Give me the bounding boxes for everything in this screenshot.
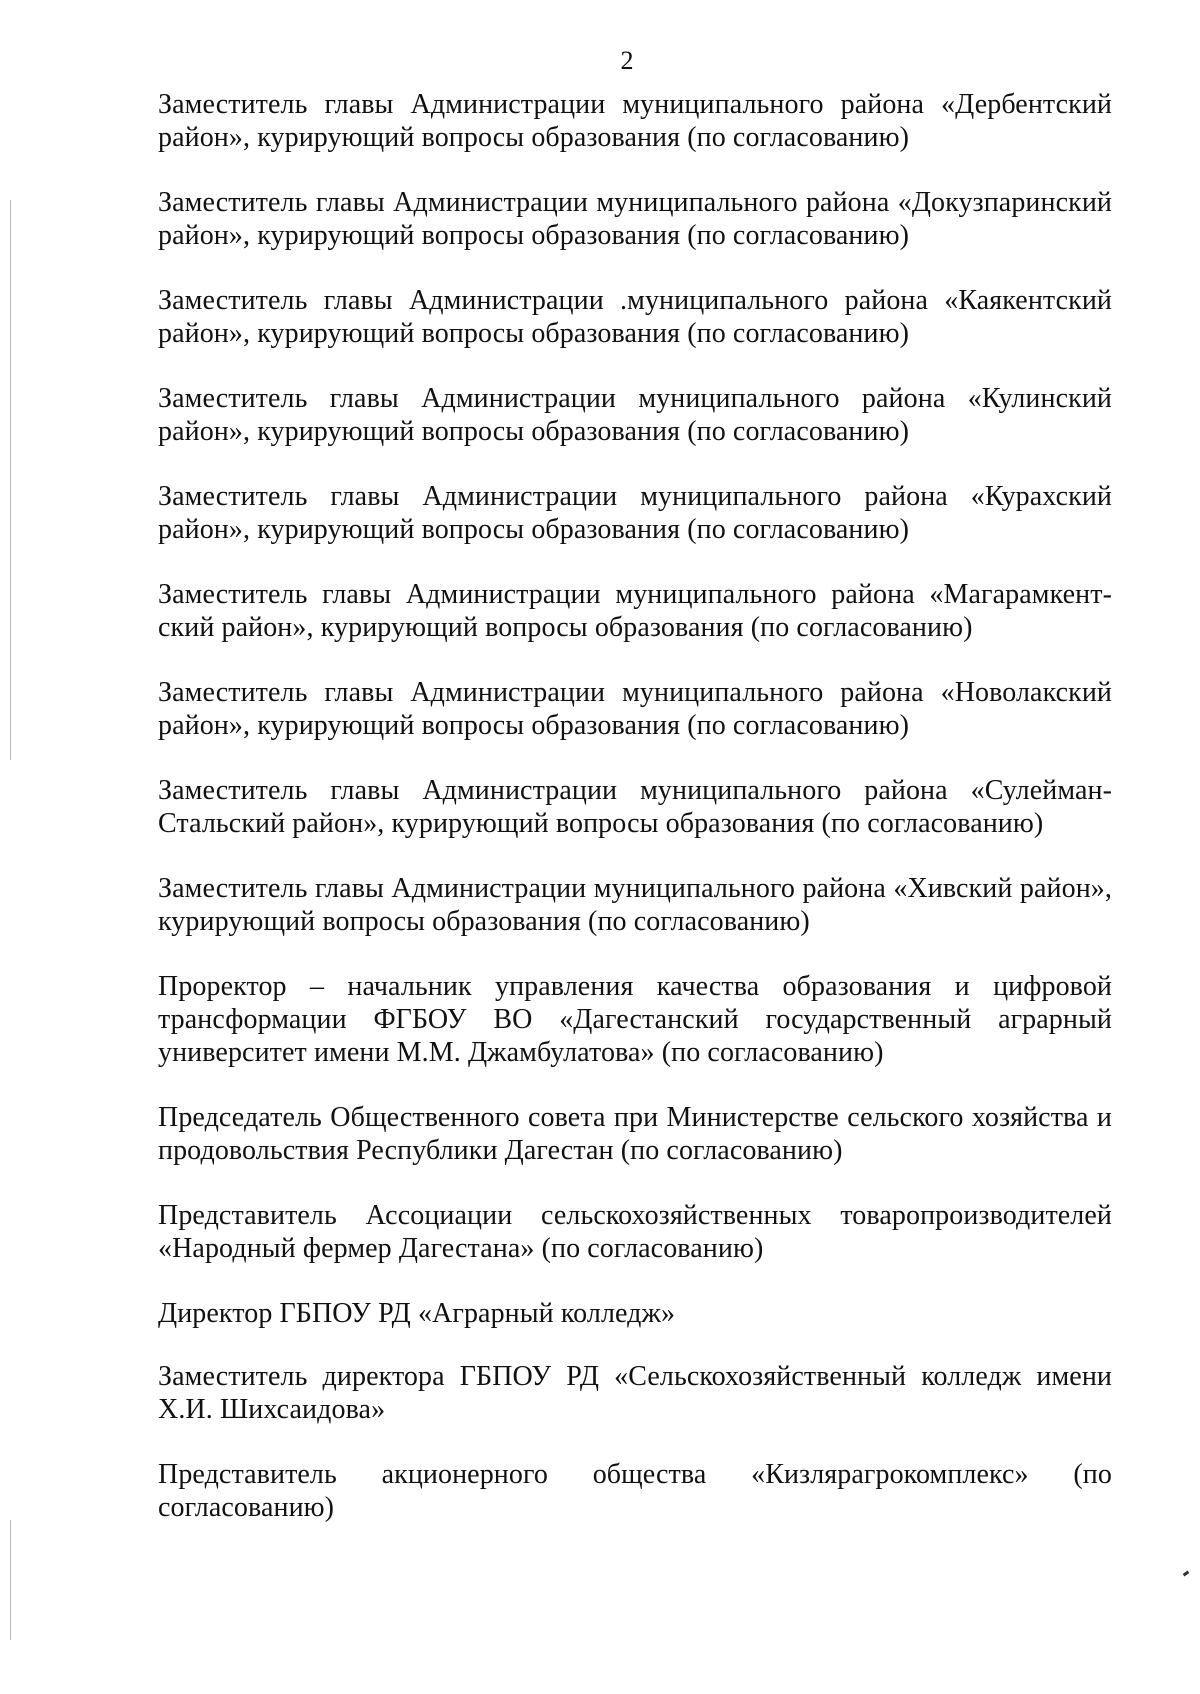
scan-artifact-mark (1183, 1571, 1190, 1577)
list-item: Заместитель главы Администрации муниципального района «Кулинский район», курирующий вопросы образования (по согласованию) (158, 383, 1112, 447)
list-item: Председатель Общественного совета при Министерстве сельского хозяйства и продовольствия Республики Дагестан (по согласованию) (158, 1102, 1112, 1166)
list-item: Заместитель главы Администрации .муниципального района «Каякентский район», курирующий вопросы образования (по согласованию) (158, 285, 1112, 349)
list-item: Заместитель главы Администрации муниципального района «Магарамкент-ский район», курирующий вопросы образования (по согласованию) (158, 579, 1112, 643)
list-item: Заместитель главы Администрации муниципального района «Курахский район», курирующий вопросы образования (по согласованию) (158, 481, 1112, 545)
scan-edge-line (10, 1520, 11, 1640)
list-item: Представитель акционерного общества «Кизлярагрокомплекс» (по согласованию) (158, 1459, 1112, 1523)
list-item: Директор ГБПОУ РД «Аграрный колледж» (158, 1298, 676, 1329)
list-item: Заместитель главы Администрации муниципального района «Сулейман-Стальский район», курирующий вопросы образования (по согласованию) (158, 775, 1112, 839)
member-list (158, 88, 1112, 1556)
scan-edge-line (10, 200, 11, 760)
list-item: Заместитель главы Администрации муниципального района «Новолакский район», курирующий вопросы образования (по согласованию) (158, 677, 1112, 741)
list-item: Заместитель главы Администрации муниципального района «Хивский район», курирующий вопросы образования (по согласованию) (158, 873, 1112, 937)
list-item: Проректор – начальник управления качества образования и цифровой трансформации ФГБОУ ВО «Дагестанский государственный аграрный университет имени М.М. Джамбулатова» (по согласованию) (158, 971, 1112, 1068)
list-item: Заместитель директора ГБПОУ РД «Сельскохозяйственный колледж имени Х.И. Шихсаидова» (158, 1361, 1112, 1425)
list-item: Заместитель главы Администрации муниципального района «Дербентский район», курирующий вопросы образования (по согласованию) (158, 89, 1112, 153)
page-number: 2 (620, 46, 634, 75)
list-item: Представитель Ассоциации сельскохозяйственных товаропроизводителей «Народный фермер Дагестана» (по согласованию) (158, 1200, 1112, 1264)
list-item: Заместитель главы Администрации муниципального района «Докузпаринский район», курирующий вопросы образования (по согласованию) (158, 187, 1112, 251)
